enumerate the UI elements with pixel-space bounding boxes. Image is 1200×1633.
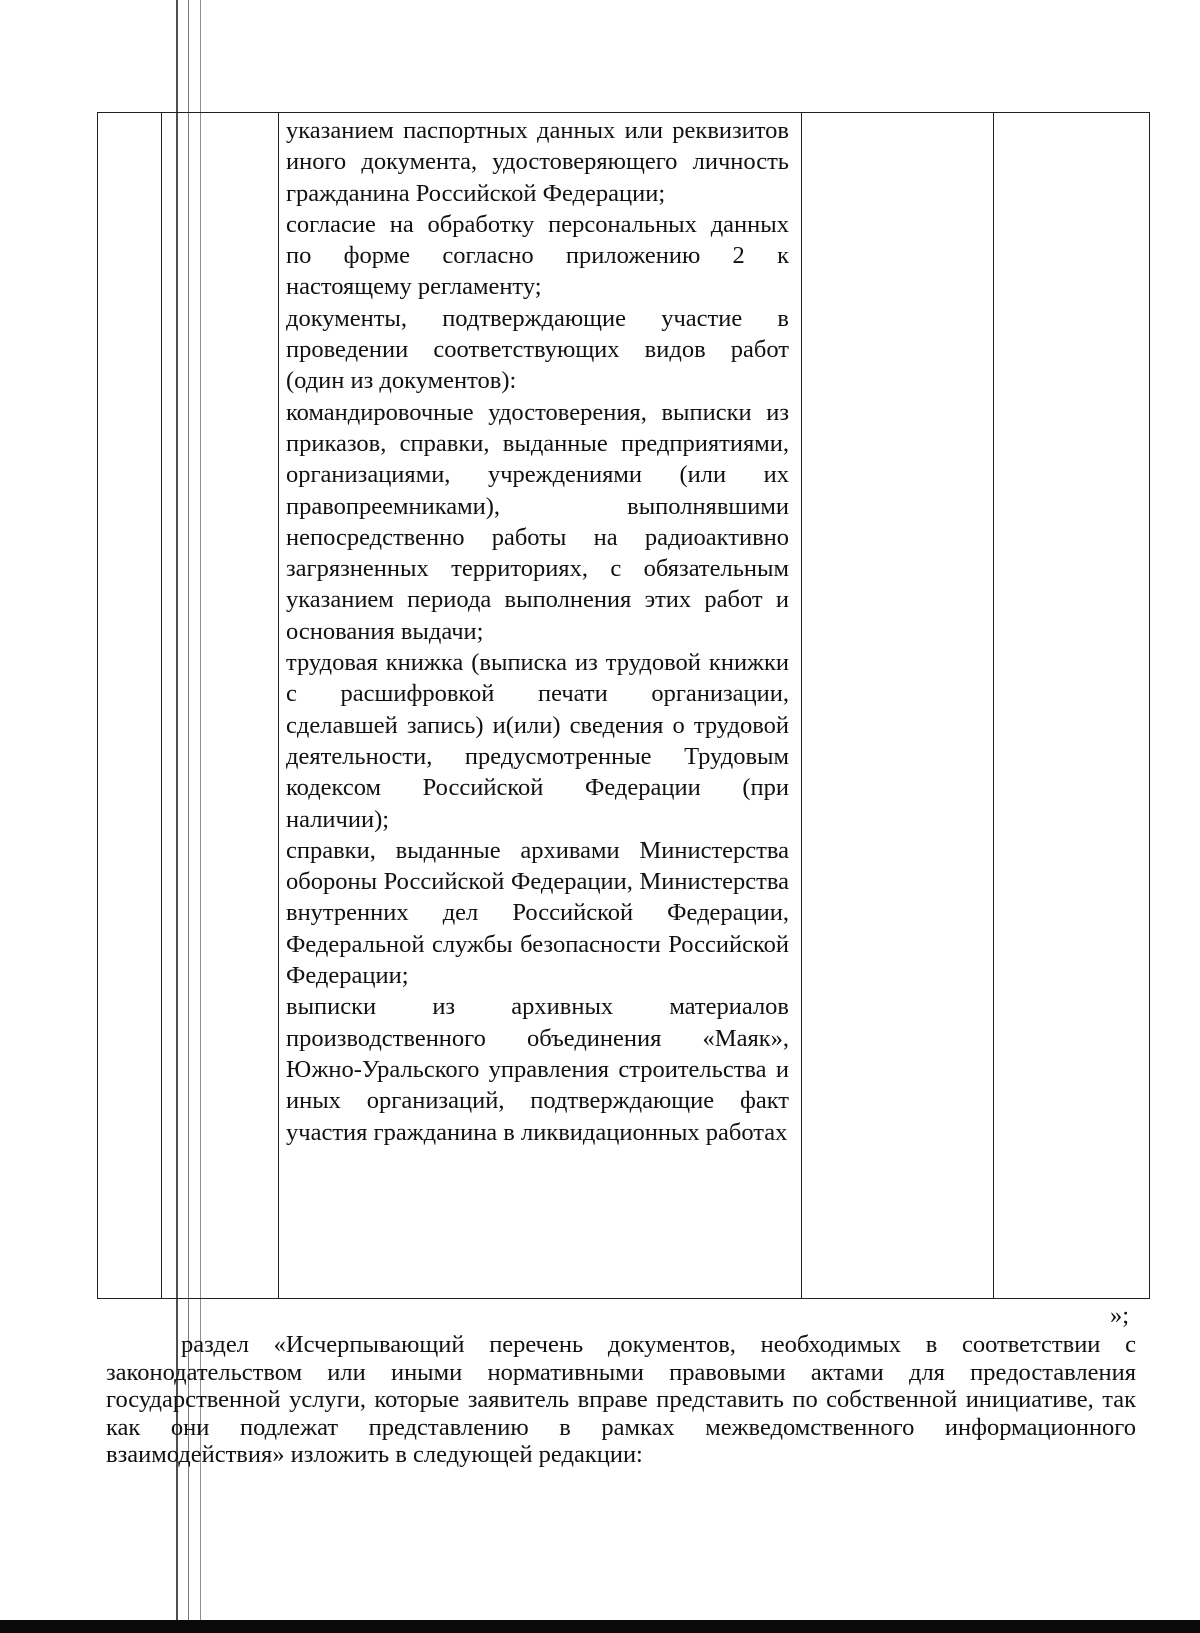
table-column-divider [161,113,162,1298]
table-cell-documents [286,115,789,1148]
table-column-divider [278,113,279,1298]
cell-paragraph: документы, подтверждающие участие в проведении соответствующих видов работ (один из документов): [286,304,789,395]
cell-paragraph: справки, выданные архивами Министерства обороны Российской Федерации, Министерства внутренних дел Российской Федерации, Федеральной службы безопасности Российской Федерации; [286,836,789,990]
cell-paragraph: выписки из архивных материалов производственного объединения «Маяк», Южно-Уральского управления строительства и иных организаций, подтверждающие факт участия гражданина в ликвидационных работах [286,993,789,1146]
cell-paragraph: указанием паспортных данных или реквизитов иного документа, удостоверяющего личность гражданина Российской Федерации; [286,117,789,207]
cell-paragraph: командировочные удостоверения, выписки из приказов, справки, выданные предприятиями, организациями, учреждениями (или их правопреемниками), выполнявшими непосредственно работы на радиоактивно загрязненных территориях, с обязательным указанием периода выполнения этих работ и основания выдачи; [286,398,789,645]
document-table [97,112,1150,1299]
table-column-divider [801,113,802,1298]
cell-paragraph: трудовая книжка (выписка из трудовой книжки с расшифровкой печати организации, сделавшей запись) и(или) сведения о трудовой деятельности, предусмотренные Трудовым кодексом Российской Федерации (при наличии); [286,649,789,833]
table-column-divider [993,113,994,1298]
body-paragraph: раздел «Исчерпывающий перечень документов, необходимых в соответствии с законодательством или иными нормативными правовыми актами для предоставления государственной услуги, которые заявитель вправе представить по собственной инициативе, так как они подлежат представлению в рамках межведомственного информационного взаимодействия» изложить в следующей редакции: [106,1331,1136,1468]
cell-paragraph: согласие на обработку персональных данных по форме согласно приложению 2 к настоящему регламенту; [286,210,789,301]
scan-bottom-edge [0,1620,1200,1633]
closing-quote-mark: »; [1110,1302,1130,1329]
